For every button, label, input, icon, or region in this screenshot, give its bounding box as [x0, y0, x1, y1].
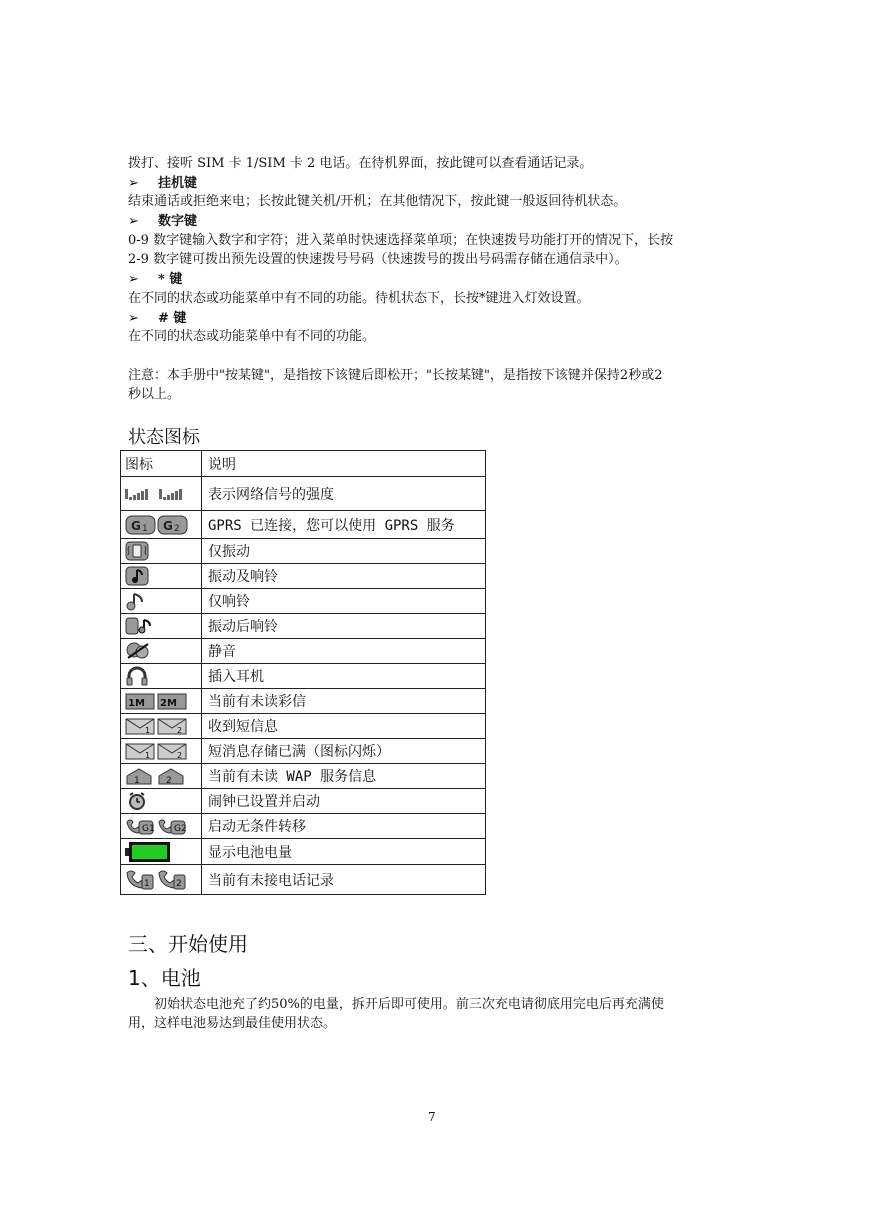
table-row [121, 664, 486, 689]
bullet-title: * 键 [158, 272, 183, 287]
svg-text:1M: 1M [128, 698, 145, 709]
status-icons-table [120, 450, 486, 895]
row-desc: 插入耳机 [202, 664, 486, 689]
bullet-hash-key [128, 310, 186, 328]
table-row [121, 639, 486, 664]
table-row [121, 839, 486, 865]
table-row [121, 477, 486, 511]
svg-text:2: 2 [176, 878, 182, 889]
sms-full-icon [125, 741, 189, 761]
bullet-arrow-icon: ➢ [128, 272, 139, 287]
row-desc: GPRS 已连接，您可以使用 GPRS 服务 [202, 511, 486, 539]
row-desc: 静音 [202, 639, 486, 664]
headset-icon [125, 666, 149, 686]
paragraph-end-key: 结束通话或拒绝来电；长按此键关机/开机；在其他情况下，按此键一般返回待机状态。 [128, 194, 627, 209]
paragraph-dial: 拨打、接听 SIM 卡 1/SIM 卡 2 电话。在待机界面，按此键可以查看通话记录。 [128, 156, 593, 171]
svg-text:1: 1 [142, 523, 148, 534]
svg-text:1: 1 [145, 726, 151, 735]
svg-text:1: 1 [145, 751, 151, 760]
row-desc: 振动及响铃 [202, 564, 486, 589]
table-row [121, 589, 486, 614]
row-desc: 振动后响铃 [202, 614, 486, 639]
bullet-arrow-icon: ➢ [128, 214, 139, 229]
svg-text:2: 2 [166, 776, 172, 786]
page-number: 7 [428, 1110, 436, 1124]
table-row [121, 511, 486, 539]
battery-paragraph-1: 初始状态电池充了约50%的电量，拆开后即可使用。前三次充电请彻底用完电后再充满使 [154, 997, 664, 1012]
paragraph-star-key: 在不同的状态或功能菜单中有不同的功能。待机状态下，长按*键进入灯效设置。 [128, 291, 590, 306]
sms-received-icon [125, 716, 189, 736]
bullet-title: 挂机键 [158, 176, 198, 191]
svg-text:G2: G2 [174, 824, 187, 834]
header-icon-cell: 图标 [121, 451, 202, 477]
vibrate-then-ring-icon [125, 616, 155, 636]
bullet-end-key [128, 175, 197, 193]
svg-text:2M: 2M [160, 698, 177, 709]
battery-icon [125, 841, 171, 863]
table-row [121, 739, 486, 764]
table-row [121, 564, 486, 589]
vibrate-only-icon [125, 541, 149, 561]
row-desc: 当前有未读 WAP 服务信息 [202, 764, 486, 789]
ring-only-icon [125, 591, 149, 611]
row-desc: 当前有未读彩信 [202, 689, 486, 714]
row-desc: 启动无条件转移 [202, 814, 486, 839]
signal-strength-icon [125, 487, 187, 501]
bullet-title: # 键 [158, 311, 187, 326]
svg-text:1: 1 [134, 776, 140, 786]
paragraph-num-key-2: 2-9 数字键可拨出预先设置的快速拨号号码（快速拨号的拨出号码需存储在通信录中）。 [128, 252, 628, 267]
silent-icon [125, 641, 151, 661]
table-header-row [121, 451, 486, 477]
row-desc: 闹钟已设置并启动 [202, 789, 486, 814]
row-desc: 仅振动 [202, 539, 486, 564]
alarm-icon [125, 791, 149, 811]
row-desc: 仅响铃 [202, 589, 486, 614]
status-icons-heading: 状态图标 [128, 427, 200, 448]
note-line-2: 秒以上。 [128, 387, 181, 402]
bullet-title: 数字键 [158, 214, 198, 229]
row-desc: 表示网络信号的强度 [202, 477, 486, 511]
unread-mms-icon [125, 691, 189, 711]
table-row [121, 539, 486, 564]
table-row [121, 814, 486, 839]
table-row [121, 689, 486, 714]
svg-text:2: 2 [177, 751, 183, 760]
table-row [121, 764, 486, 789]
table-row [121, 614, 486, 639]
header-desc-cell: 说明 [202, 451, 486, 477]
battery-paragraph-2: 用，这样电池易达到最佳使用状态。 [128, 1016, 337, 1031]
section-title: 三、开始使用 [128, 932, 248, 956]
bullet-star-key [128, 271, 182, 289]
paragraph-num-key-1: 0-9 数字键输入数字和字符；进入菜单时快速选择菜单项；在快速拨号功能打开的情况下，长按 [128, 233, 674, 248]
svg-text:G1: G1 [142, 824, 155, 834]
table-row [121, 789, 486, 814]
svg-text:G: G [163, 518, 173, 533]
row-desc: 显示电池电量 [202, 839, 486, 865]
svg-text:1: 1 [144, 878, 150, 889]
bullet-arrow-icon: ➢ [128, 311, 139, 326]
row-desc: 收到短信息 [202, 714, 486, 739]
wap-push-icon [125, 766, 189, 786]
subsection-title: 1、电池 [128, 966, 201, 990]
svg-text:2: 2 [174, 523, 180, 534]
row-desc: 短消息存储已满（图标闪烁） [202, 739, 486, 764]
note-line-1: 注意：本手册中"按某键"，是指按下该键后即松开；"长按某键"，是指按下该键并保持2秒或2 [128, 368, 663, 383]
call-forward-icon [125, 816, 189, 836]
missed-call-icon [125, 869, 189, 891]
bullet-arrow-icon: ➢ [128, 176, 139, 191]
table-row [121, 714, 486, 739]
row-desc: 当前有未接电话记录 [202, 865, 486, 895]
paragraph-hash-key: 在不同的状态或功能菜单中有不同的功能。 [128, 329, 376, 344]
gprs-icon [125, 515, 189, 535]
bullet-num-key [128, 213, 197, 231]
table-row [121, 865, 486, 895]
svg-text:G: G [131, 518, 141, 533]
vibrate-and-ring-icon [125, 566, 149, 586]
svg-text:2: 2 [177, 726, 183, 735]
